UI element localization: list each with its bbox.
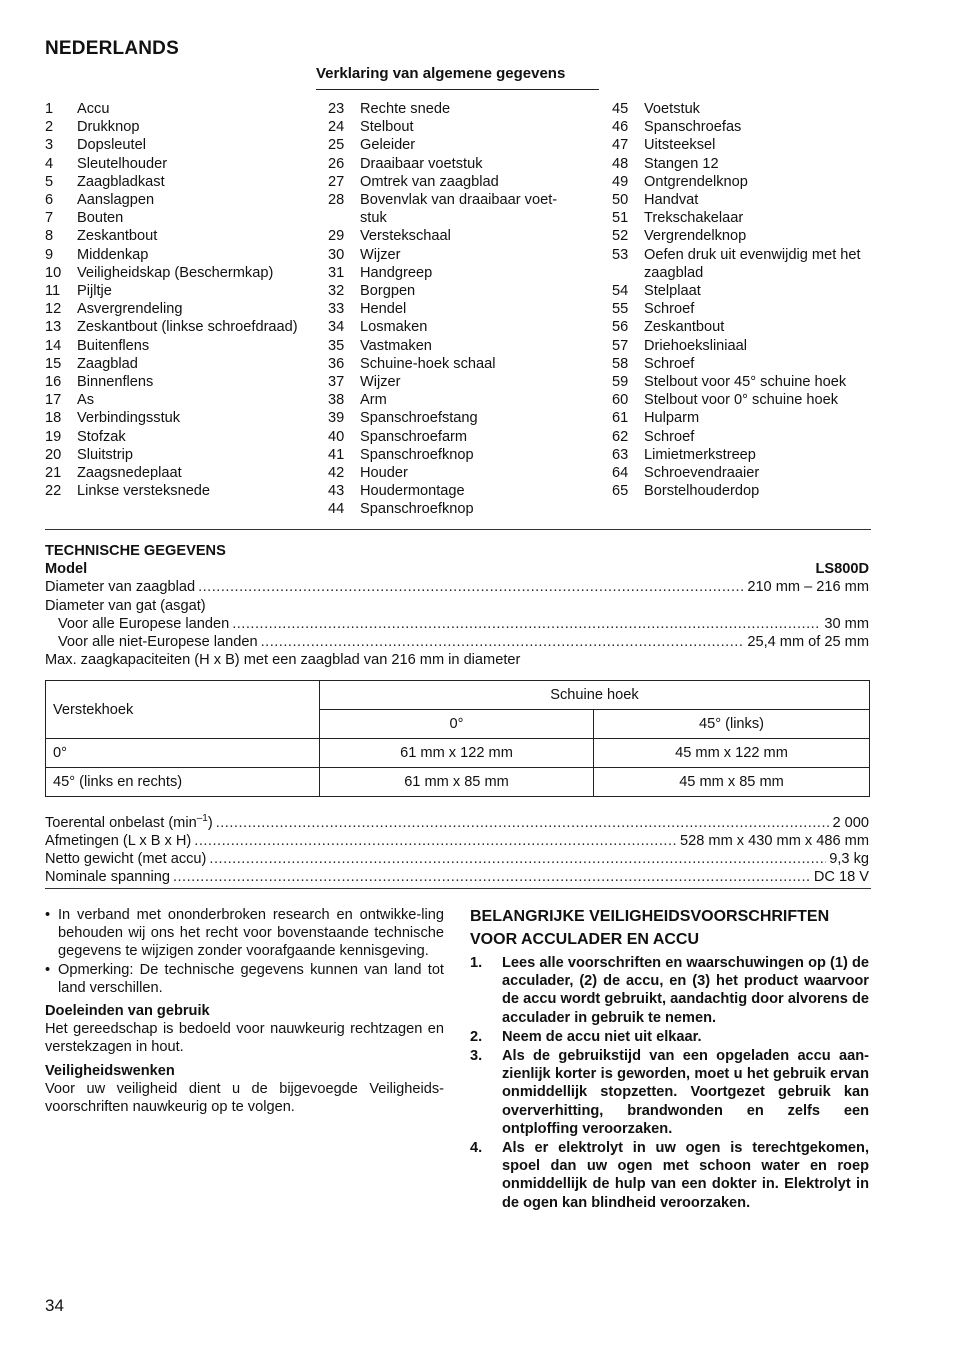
legend-number: 53	[612, 246, 629, 263]
legend-item	[612, 482, 874, 500]
legend-number: 37	[328, 374, 345, 391]
legend-column-3	[612, 100, 874, 500]
legend-number: 19	[45, 428, 62, 445]
legend-number: 18	[45, 410, 62, 427]
divider	[45, 529, 871, 530]
legend-number: 29	[328, 228, 345, 245]
legend-number: 22	[45, 483, 62, 500]
legend-label: Veiligheidskap (Beschermkap)	[77, 264, 274, 281]
additional-specs	[45, 810, 869, 887]
legend-item	[328, 464, 576, 482]
legend-item	[328, 282, 576, 300]
legend-label: Schroef	[644, 428, 695, 445]
battery-safety-heading: BELANGRIJKE VEILIGHEIDSVOORSCHRIFTEN VOOR ACCULADER EN ACCU	[470, 908, 830, 948]
legend-number: 33	[328, 301, 345, 318]
legend-number: 14	[45, 337, 62, 354]
legend-number: 56	[612, 319, 629, 336]
europe-label: Voor alle Europese landen	[58, 615, 230, 632]
legend-item	[612, 428, 874, 446]
blade-diameter-row	[45, 578, 869, 596]
no-load-value: 2 000	[832, 814, 869, 831]
legend-number: 44	[328, 501, 345, 518]
legend-label: Handgreep	[360, 264, 433, 281]
legend-label: Sluitstrip	[77, 446, 133, 463]
legend-number: 26	[328, 155, 345, 172]
legend-number: 23	[328, 101, 345, 117]
legend-label: Zeskantbout	[644, 319, 725, 336]
legend-item	[45, 409, 315, 427]
rule-text: Als er elektrolyt in uw ogen is terechtgekomen, spoel dan uw ogen met schoon water en roep onmiddellijk de hulp van een dokter in. Elektrolyt in de ogen kan blindheid veroorzaken.	[502, 1140, 869, 1211]
legend-item	[328, 227, 576, 245]
legend-item	[328, 355, 576, 373]
legend-label: Middenkap	[77, 246, 149, 263]
legend-item	[45, 391, 315, 409]
legend-item	[612, 464, 874, 482]
legend-label: Limietmerkstreep	[644, 446, 756, 463]
legend-number: 55	[612, 301, 629, 318]
model-value: LS800D	[815, 561, 869, 578]
legend-label: Arm	[360, 392, 387, 409]
bullet-text: In verband met ononderbroken research en ontwikke-ling behouden wij ons het recht voor bovenstaande technische gegevens te wijzigen zonder voorafgaande kennisgeving.	[58, 907, 444, 960]
legend-item	[612, 136, 874, 154]
legend-number: 12	[45, 301, 62, 318]
legend-label: Buitenflens	[77, 337, 150, 354]
legend-label: Hulparm	[644, 410, 700, 427]
legend-label: Schroef	[644, 301, 695, 318]
legend-number: 42	[328, 465, 345, 482]
legend-number: 61	[612, 410, 629, 427]
legend-item	[612, 227, 874, 245]
legend-label: Stangen 12	[644, 155, 719, 172]
blade-diameter-label: Diameter van zaagblad	[45, 579, 196, 596]
safety-text: Voor uw veiligheid dient u de bijgevoegde Veiligheids-voorschriften nauwkeurig op te volgen.	[45, 1080, 444, 1116]
rule-text: Als de gebruikstijd van een opgeladen accu aan-zienlijk korter is geworden, moet u het gebruik ervan onmiddellijk stopzetten. Voortgezet gebruik kan oververhitting, brandwonden en zelfs een ontploffing veroorzaken.	[502, 1048, 869, 1137]
legend-number: 34	[328, 319, 345, 336]
legend-number: 17	[45, 392, 62, 409]
legend-number: 28	[328, 192, 345, 209]
table-row	[46, 768, 870, 797]
legend-item	[45, 100, 315, 118]
legend-number: 35	[328, 337, 345, 354]
legend-item	[45, 446, 315, 464]
legend-item	[612, 300, 874, 318]
legend-label: Spanschroefarm	[360, 428, 468, 445]
legend-label: Zaagbladkast	[77, 173, 165, 190]
legend-number: 57	[612, 337, 629, 354]
legend-item	[612, 446, 874, 464]
divider	[45, 888, 871, 889]
legend-item	[612, 191, 874, 209]
safety-rule	[470, 1139, 869, 1212]
legend-label: Stelplaat	[644, 283, 701, 300]
legend-number: 30	[328, 246, 345, 263]
legend-number: 27	[328, 173, 345, 190]
legend-label: Stofzak	[77, 428, 126, 445]
legend-column-2	[328, 100, 576, 519]
legend-item	[45, 173, 315, 191]
legend-item	[612, 409, 874, 427]
legend-title-underline	[316, 89, 599, 90]
legend-number: 54	[612, 283, 629, 300]
legend-title: Verklaring van algemene gegevens	[316, 65, 566, 82]
legend-label: Zeskantbout (linkse schroefdraad)	[77, 319, 298, 336]
legend-item	[45, 227, 315, 245]
legend-item	[612, 246, 874, 282]
rule-number: 3.	[470, 1048, 483, 1065]
legend-number: 64	[612, 465, 629, 482]
legend-item	[45, 246, 315, 264]
legend-item	[328, 318, 576, 336]
notes-column	[45, 906, 444, 1116]
legend-number: 2	[45, 119, 54, 136]
rule-text: Lees alle voorschriften en waarschuwingen op (1) de acculader, (2) de accu, en (3) het product waarvoor de accu wordt gebruikt, aandachtig door alvorens de acculader in gebruik te nemen.	[502, 955, 869, 1026]
legend-label: Zaagsnedeplaat	[77, 465, 182, 482]
legend-item	[612, 100, 874, 118]
legend-label: Bouten	[77, 210, 124, 227]
legend-label: Vastmaken	[360, 337, 432, 354]
legend-item	[328, 264, 576, 282]
legend-item	[328, 191, 576, 227]
legend-number: 65	[612, 483, 629, 500]
legend-item	[328, 500, 576, 518]
legend-label: Wijzer	[360, 374, 401, 391]
legend-number: 62	[612, 428, 629, 445]
legend-item	[328, 100, 576, 118]
legend-number: 9	[45, 246, 54, 263]
miter-header: Verstekhoek	[46, 681, 320, 739]
legend-number: 4	[45, 155, 54, 172]
legend-item	[45, 464, 315, 482]
legend-item	[328, 155, 576, 173]
legend-number: 6	[45, 192, 54, 209]
legend-number: 40	[328, 428, 345, 445]
legend-number: 45	[612, 101, 629, 117]
legend-item	[45, 318, 315, 336]
non-europe-value: 25,4 mm of 25 mm	[747, 634, 869, 651]
legend-item	[45, 300, 315, 318]
legend-number: 20	[45, 446, 62, 463]
capacity-table	[45, 680, 870, 797]
legend-label: Spanschroefstang	[360, 410, 478, 427]
legend-label: Schroevendraaier	[644, 465, 760, 482]
legend-number: 47	[612, 137, 629, 154]
legend-label: Spanschroefknop	[360, 446, 474, 463]
capacity-cell: 61 mm x 122 mm	[320, 739, 594, 768]
legend-label: Uitsteeksel	[644, 137, 716, 154]
safety-rule	[470, 1028, 869, 1046]
legend-number: 63	[612, 446, 629, 463]
non-europe-row	[45, 633, 869, 651]
legend-item	[612, 173, 874, 191]
legend-label: Binnenflens	[77, 374, 154, 391]
language-heading: NEDERLANDS	[45, 38, 179, 59]
legend-label: Losmaken	[360, 319, 428, 336]
legend-item	[612, 282, 874, 300]
purpose-text: Het gereedschap is bedoeld voor nauwkeurig rechtzagen en verstekzagen in hout.	[45, 1021, 444, 1056]
weight-value: 9,3 kg	[829, 851, 869, 868]
legend-label: Drukknop	[77, 119, 140, 136]
legend-item	[612, 118, 874, 136]
specs-heading: TECHNISCHE GEGEVENS	[45, 543, 226, 559]
bullet-item: • In verband met ononderbroken research en ontwikke-ling behouden wij ons het recht voor bovenstaande technische gegevens te wijzigen zonder voorafgaande kennisgeving.	[45, 907, 444, 960]
dimensions-row	[45, 832, 869, 850]
legend-number: 52	[612, 228, 629, 245]
legend-item	[328, 409, 576, 427]
blade-diameter-value: 210 mm – 216 mm	[747, 579, 869, 596]
legend-number: 43	[328, 483, 345, 500]
legend-label: Voetstuk	[644, 101, 700, 117]
legend-column-1	[45, 100, 315, 500]
legend-number: 51	[612, 210, 629, 227]
legend-number: 48	[612, 155, 629, 172]
legend-item	[45, 373, 315, 391]
legend-item	[45, 482, 315, 500]
legend-item	[328, 428, 576, 446]
legend-item	[45, 209, 315, 227]
legend-number: 41	[328, 446, 345, 463]
legend-label: Borgpen	[360, 283, 416, 300]
legend-label: Verbindingsstuk	[77, 410, 181, 427]
legend-label: Vergrendelknop	[644, 228, 747, 245]
legend-item	[45, 428, 315, 446]
legend-number: 59	[612, 374, 629, 391]
legend-number: 31	[328, 264, 345, 281]
legend-item	[328, 482, 576, 500]
rule-number: 2.	[470, 1028, 483, 1045]
legend-item	[45, 155, 315, 173]
legend-item	[328, 173, 576, 191]
legend-item	[328, 391, 576, 409]
legend-label: Verstekschaal	[360, 228, 451, 245]
legend-item	[328, 136, 576, 154]
legend-number: 5	[45, 173, 54, 190]
bevel-0-header: 0°	[320, 710, 594, 739]
no-load-row	[45, 810, 869, 832]
legend-label: Linkse versteksnede	[77, 483, 211, 500]
legend-number: 32	[328, 283, 345, 300]
legend-label: Borstelhouderdop	[644, 483, 760, 500]
legend-item	[612, 391, 874, 409]
dimensions-value: 528 mm x 430 mm x 486 mm	[680, 833, 869, 850]
legend-label: Dopsleutel	[77, 137, 146, 154]
miter-cell: 45° (links en rechts)	[46, 768, 320, 797]
rule-number: 1.	[470, 955, 483, 971]
legend-item	[612, 355, 874, 373]
capacity-cell: 45 mm x 85 mm	[594, 768, 870, 797]
dimensions-label: Afmetingen (L x B x H)	[45, 833, 192, 850]
legend-item	[45, 337, 315, 355]
max-capacity-label: Max. zaagkapaciteiten (H x B) met een zaagblad van 216 mm in diameter	[45, 652, 521, 669]
model-label: Model	[45, 561, 88, 578]
hole-diameter-label: Diameter van gat (asgat)	[45, 597, 206, 614]
table-row	[46, 739, 870, 768]
legend-number: 15	[45, 355, 62, 372]
legend-number: 50	[612, 192, 629, 209]
weight-row	[45, 850, 869, 868]
legend-number: 38	[328, 392, 345, 409]
legend-label: Oefen druk uit evenwijdig met het zaagblad	[644, 246, 861, 281]
legend-label: Handvat	[644, 192, 699, 209]
legend-label: Ontgrendelknop	[644, 173, 748, 190]
legend-label: Asvergrendeling	[77, 301, 183, 318]
legend-label: As	[77, 392, 95, 409]
legend-number: 39	[328, 410, 345, 427]
legend-label: Stelbout voor 45° schuine hoek	[644, 374, 847, 391]
legend-label: Houder	[360, 465, 408, 482]
model-row	[45, 560, 869, 578]
legend-number: 49	[612, 173, 629, 190]
legend-item	[45, 136, 315, 154]
legend-item	[45, 264, 315, 282]
legend-number: 21	[45, 465, 62, 482]
bullet-text: Opmerking: De technische gegevens kunnen van land tot land verschillen.	[58, 961, 444, 996]
legend-number: 10	[45, 264, 62, 281]
legend-label: Spanschroefas	[644, 119, 742, 136]
safety-heading: Veiligheidswenken	[45, 1062, 175, 1079]
legend-item	[328, 373, 576, 391]
rule-text: Neem de accu niet uit elkaar.	[502, 1028, 702, 1045]
legend-item	[612, 373, 874, 391]
weight-label: Netto gewicht (met accu)	[45, 851, 207, 868]
europe-row	[45, 615, 869, 633]
legend-item	[45, 282, 315, 300]
legend-label: Aanslagpen	[77, 192, 155, 209]
legend-item	[612, 318, 874, 336]
legend-label: Wijzer	[360, 246, 401, 263]
legend-label: Zeskantbout	[77, 228, 158, 245]
non-europe-label: Voor alle niet-Europese landen	[58, 634, 258, 651]
legend-number: 60	[612, 392, 629, 409]
legend-number: 1	[45, 101, 54, 117]
legend-label: Driehoeksliniaal	[644, 337, 748, 354]
voltage-value: DC 18 V	[813, 869, 869, 886]
legend-number: 46	[612, 119, 629, 136]
legend-label: Schuine-hoek schaal	[360, 355, 496, 372]
legend-number: 8	[45, 228, 54, 245]
legend-number: 3	[45, 137, 54, 154]
legend-label: Zaagblad	[77, 355, 138, 372]
safety-rule	[470, 1047, 869, 1138]
legend-label: Hendel	[360, 301, 407, 318]
legend-number: 16	[45, 374, 62, 391]
legend-label: Stelbout voor 0° schuine hoek	[644, 392, 839, 409]
europe-value: 30 mm	[824, 615, 869, 632]
legend-label: Geleider	[360, 137, 416, 154]
page-number: 34	[45, 1296, 64, 1315]
legend-number: 7	[45, 210, 54, 227]
no-load-label: Toerental onbelast $(\min^{-1})$	[45, 813, 213, 831]
legend-item	[612, 209, 874, 227]
legend-label: Bovenvlak van draaibaar voet-stuk	[360, 192, 558, 227]
technical-specs	[45, 542, 869, 669]
legend-item	[328, 300, 576, 318]
legend-number: 13	[45, 319, 62, 336]
legend-item	[45, 191, 315, 209]
legend-item	[45, 355, 315, 373]
legend-item	[328, 246, 576, 264]
legend-label: Houdermontage	[360, 483, 465, 500]
legend-item	[328, 337, 576, 355]
legend-label: Trekschakelaar	[644, 210, 744, 227]
bullet-item: • Opmerking: De technische gegevens kunnen van land tot land verschillen.	[45, 961, 444, 996]
capacity-cell: 61 mm x 85 mm	[320, 768, 594, 797]
legend-label: Draaibaar voetstuk	[360, 155, 483, 172]
safety-rule	[470, 954, 869, 1027]
legend-item	[612, 155, 874, 173]
legend-label: Pijltje	[77, 283, 112, 300]
purpose-heading: Doeleinden van gebruik	[45, 1003, 210, 1020]
bevel-header: Schuine hoek	[320, 681, 870, 710]
legend-item	[612, 337, 874, 355]
legend-label: Spanschroefknop	[360, 501, 474, 518]
legend-number: 58	[612, 355, 629, 372]
bevel-45-header: 45° (links)	[594, 710, 870, 739]
legend-label: Sleutelhouder	[77, 155, 168, 172]
legend-label: Rechte snede	[360, 101, 451, 117]
legend-item	[45, 118, 315, 136]
capacity-cell: 45 mm x 122 mm	[594, 739, 870, 768]
legend-number: 25	[328, 137, 345, 154]
legend-number: 36	[328, 355, 345, 372]
legend-label: Stelbout	[360, 119, 414, 136]
legend-label: Accu	[77, 101, 110, 117]
legend-item	[328, 118, 576, 136]
battery-safety-column	[470, 906, 869, 1213]
legend-label: Omtrek van zaagblad	[360, 173, 499, 190]
legend-number: 11	[45, 283, 61, 300]
voltage-label: Nominale spanning	[45, 869, 170, 886]
legend-number: 24	[328, 119, 345, 136]
voltage-row	[45, 868, 869, 886]
miter-cell: 0°	[46, 739, 320, 768]
legend-label: Schroef	[644, 355, 695, 372]
rule-number: 4.	[470, 1140, 483, 1157]
legend-item	[328, 446, 576, 464]
